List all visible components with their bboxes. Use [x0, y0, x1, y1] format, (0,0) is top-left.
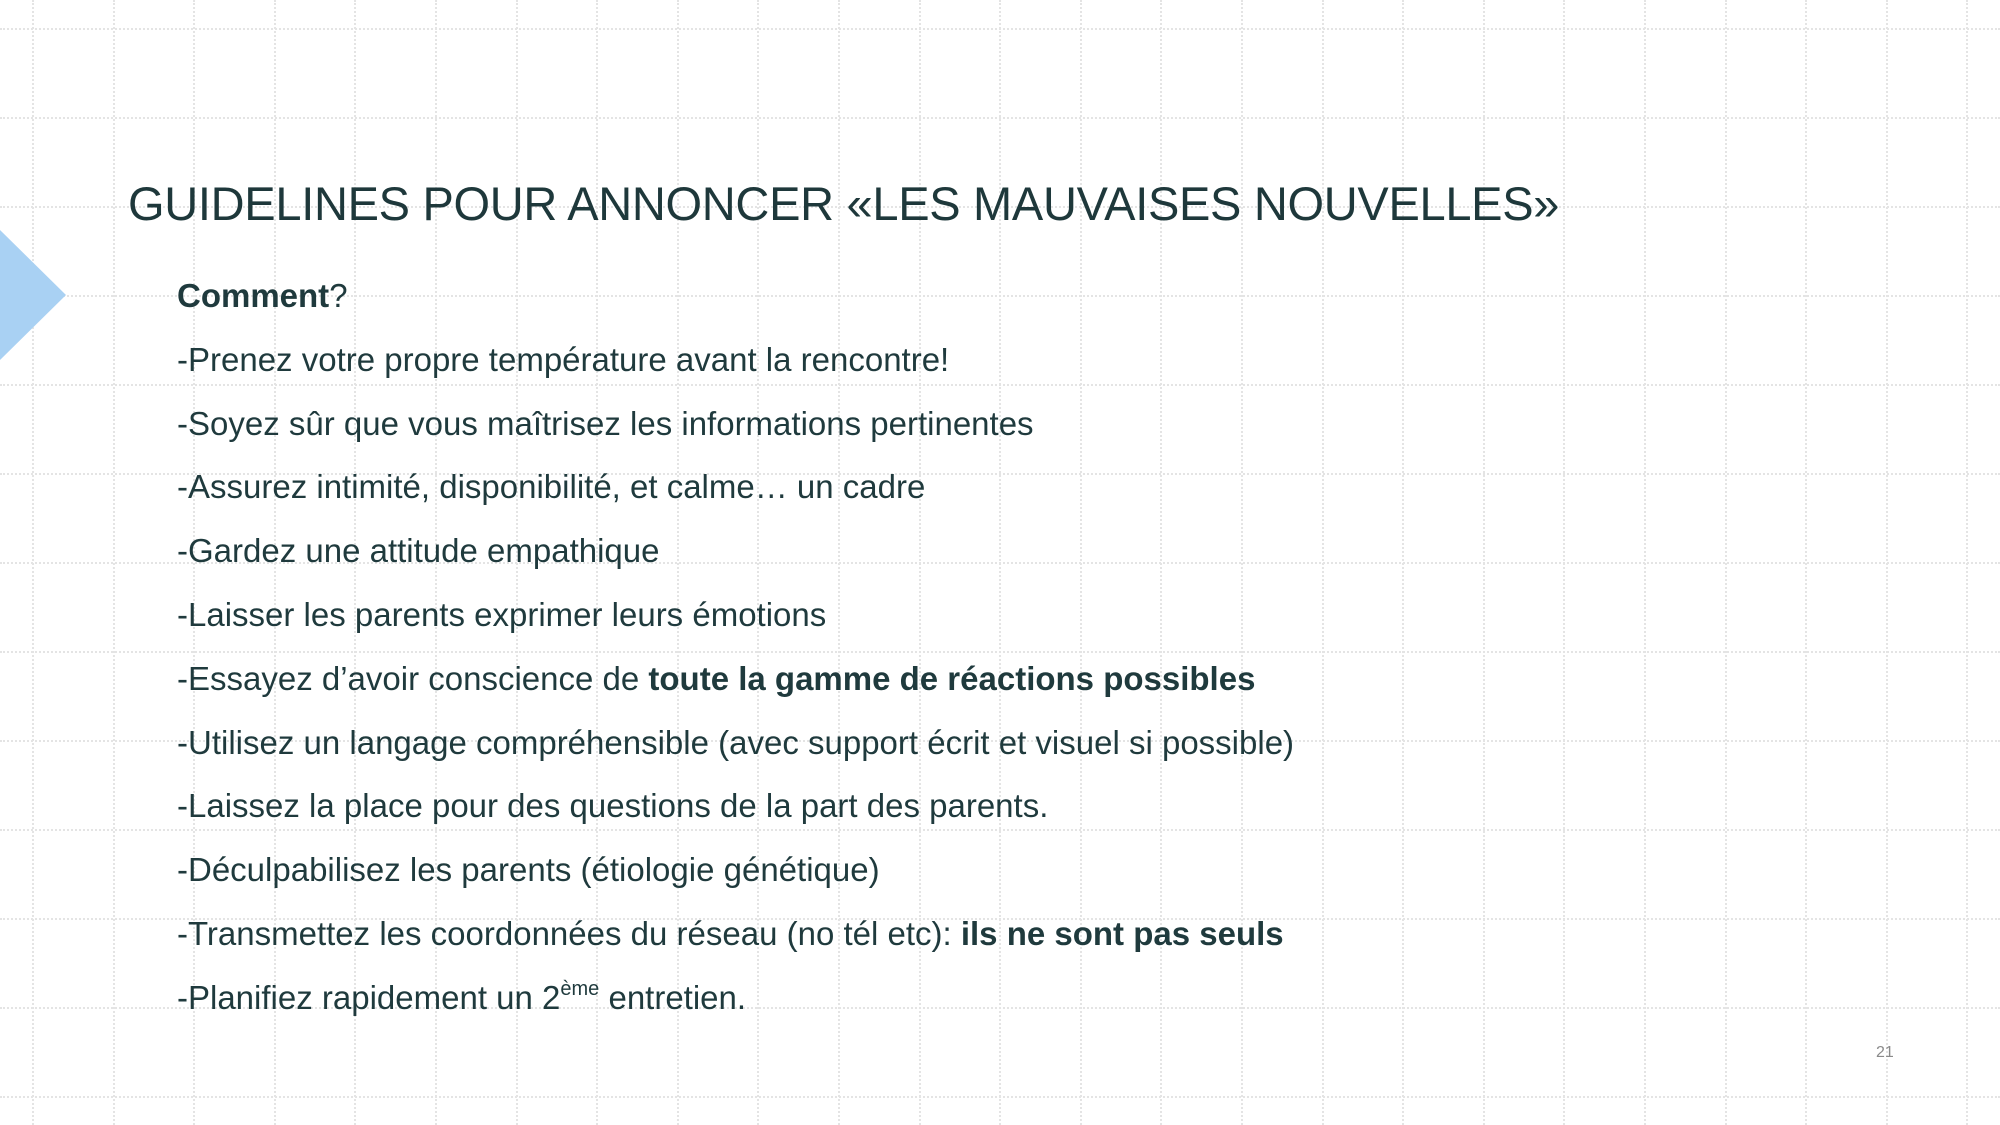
list-item — [177, 336, 1294, 400]
list-item — [177, 463, 1294, 527]
list-item — [177, 527, 1294, 591]
list-item — [177, 719, 1294, 783]
page-number: 21 — [1876, 1044, 1894, 1061]
heading-line — [177, 272, 1294, 336]
grid-line — [0, 28, 2000, 30]
item-text: -Déculpabilisez les parents (étiologie génétique) — [177, 851, 880, 889]
list-item — [177, 400, 1294, 464]
heading-rest: ? — [329, 277, 348, 314]
item-text-end: entretien. — [599, 978, 747, 1016]
arrow-decoration-icon — [0, 230, 66, 360]
item-bold-text: ils ne sont pas seuls — [960, 914, 1284, 952]
slide-title: GUIDELINES POUR ANNONCER «LES MAUVAISES NOUVELLES» — [128, 177, 1560, 230]
item-text: -Assurez intimité, disponibilité, et calme… un cadre — [177, 468, 926, 506]
item-text: -Prenez votre propre température avant la rencontre! — [177, 340, 950, 378]
list-item — [177, 846, 1294, 910]
item-text: -Soyez sûr que vous maîtrisez les informations pertinentes — [177, 404, 1034, 442]
item-text: -Gardez une attitude empathique — [177, 532, 660, 570]
item-bold-text: toute la gamme de réactions possibles — [648, 659, 1256, 697]
item-text: -Utilisez un langage compréhensible (avec support écrit et visuel si possible) — [177, 723, 1295, 761]
item-text: -Essayez d’avoir conscience de — [177, 659, 649, 697]
item-superscript: ème — [560, 977, 600, 1000]
grid-line — [0, 117, 2000, 119]
item-text: -Laisser les parents exprimer leurs émotions — [177, 595, 827, 633]
item-text: -Transmettez les coordonnées du réseau (no tél etc): — [177, 914, 961, 952]
item-text: -Laissez la place pour des questions de la part des parents. — [177, 787, 1049, 825]
list-item — [177, 974, 1294, 1038]
grid-line — [0, 1096, 2000, 1098]
item-text: -Planifiez rapidement un 2 — [177, 978, 561, 1016]
list-item — [177, 655, 1294, 719]
list-item — [177, 591, 1294, 655]
list-item — [177, 910, 1294, 974]
slide-body — [177, 272, 1294, 1038]
list-item — [177, 782, 1294, 846]
heading-bold: Comment — [177, 277, 330, 314]
